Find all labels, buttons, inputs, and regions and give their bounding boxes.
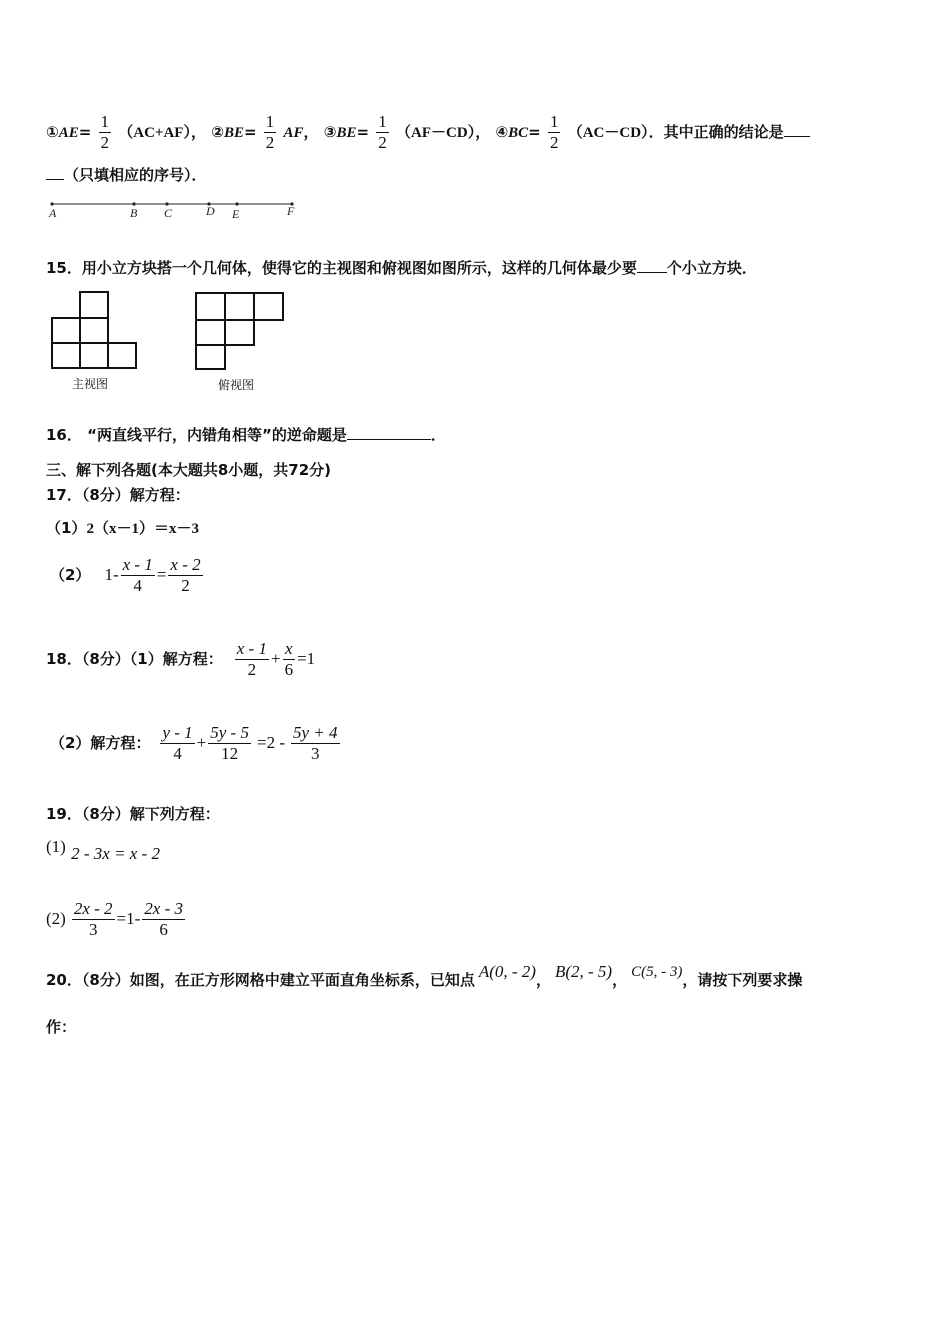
point-label: D — [206, 204, 215, 218]
q14-line2: （只填相应的序号）． — [46, 165, 207, 185]
fraction: $\frac{x - 2}{2}$ — [170, 554, 201, 595]
point-c: C(5, - 3) — [631, 964, 683, 980]
q17-part2: （2） 1- $\frac{x - 1}{4}$ = $\frac{x - 2}{2}$ — [50, 554, 201, 595]
point-label: B — [130, 206, 138, 220]
fraction: $\frac{2x - 3}{6}$ — [144, 898, 184, 939]
fraction: $\frac{y - 1}{4}$ — [162, 722, 193, 763]
q19-part2: (2) $\frac{2x - 2}{3}$ =1- $\frac{2x - 3}{6}$ — [46, 898, 184, 939]
front-view-label: 主视图 — [72, 377, 109, 391]
answer-blank[interactable] — [347, 425, 431, 440]
fraction: $\frac{5y - 5}{12}$ — [210, 722, 249, 763]
half-fraction: $\frac{1}{2}$ — [100, 112, 110, 152]
fraction: $\frac{x - 1}{2}$ — [236, 638, 267, 679]
q19-part1: (1) 2 - 3x = x - 2 — [46, 837, 160, 863]
top-view-label: 俯视图 — [218, 378, 255, 392]
point-label: C — [164, 206, 173, 220]
q20-text: 20．（8分）如图，在正方形网格中建立平面直角坐标系，已知点 A(0, - 2) ， B(2, - 5) ， C(5, - 3) ，请按下列要求操 — [46, 962, 803, 989]
fraction: $\frac{5y + 4}{3}$ — [292, 722, 338, 763]
top-view-figure — [192, 290, 288, 372]
half-fraction: $\frac{1}{2}$ — [265, 112, 275, 152]
q16-text: 16． “两直线平行，内错角相等”的逆命题是 ． — [46, 426, 446, 444]
q15-text: 15．用小立方块搭一个几何体，使得它的主视图和俯视图如图所示，这样的几何体最少要 个小立方块． — [46, 259, 757, 277]
fraction: $\frac{x}{6}$ — [284, 638, 294, 679]
half-fraction: $\frac{1}{2}$ — [378, 112, 387, 152]
q20-line2: 作： — [46, 1018, 77, 1036]
point-b: B(2, - 5) — [554, 962, 613, 981]
section-title: 三、解下列各题(本大题共8小题，共72分) — [46, 461, 332, 479]
point-label: E — [232, 207, 240, 221]
q19-title: 19．（8分）解下列方程： — [46, 805, 220, 823]
q18-part2: （2）解方程： $\frac{y - 1}{4}$ + $\frac{5y - 5}{12}$ =2 - $\frac{5y + 4}{3}$ — [50, 722, 338, 763]
fraction: $\frac{x - 1}{4}$ — [122, 554, 153, 595]
q18-part1: 18．（8分）（1）解方程： $\frac{x - 1}{2}$ + $\frac{x}{6}$ =1 — [46, 638, 316, 679]
point-label: F — [287, 204, 295, 218]
point-label: A — [49, 206, 57, 220]
q17-part1: （1）2（x－1）＝x－3 — [46, 519, 199, 537]
fraction: $\frac{2x - 2}{3}$ — [73, 898, 113, 939]
front-view-figure — [48, 290, 144, 372]
answer-blank[interactable] — [637, 258, 667, 273]
answer-blank[interactable] — [46, 165, 64, 180]
answer-blank[interactable] — [784, 122, 810, 137]
segment-diagram — [44, 196, 314, 222]
half-fraction: $\frac{1}{2}$ — [549, 112, 559, 152]
point-a: A(0, - 2) — [478, 962, 536, 981]
q17-title: 17．（8分）解方程： — [46, 486, 190, 504]
q14-statements: ①AE= $\frac{1}{2}$ （AC+AF）， ②BE= $\frac{1}{2}$ AF， ③BE= $\frac{1}{2}$ （AF－CD）， ④BC= $\frac{1}{2}$ （AC－CD）．其中正确的结论是 — [46, 112, 810, 153]
